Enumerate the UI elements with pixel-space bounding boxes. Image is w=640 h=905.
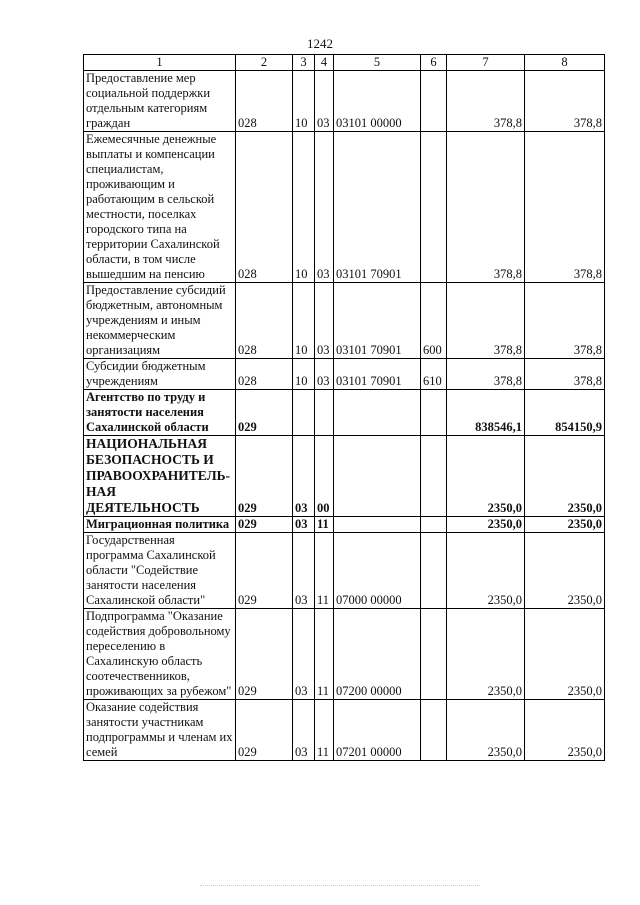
cell-expense-type [421, 609, 447, 700]
page-number: 1242 [307, 36, 333, 51]
cell-expense-type [421, 436, 447, 517]
cell-amount-year1: 838546,1 [447, 390, 525, 436]
cell-ministry: 029 [236, 390, 293, 436]
table-row [84, 517, 605, 533]
cell-amount-year1: 378,8 [447, 71, 525, 132]
column-header: 6 [421, 55, 447, 71]
table-row [84, 283, 605, 359]
cell-subsection: 00 [315, 436, 334, 517]
column-header: 5 [334, 55, 421, 71]
cell-target-article: 07200 00000 [334, 609, 421, 700]
row-name: Предоставление субсидий бюджетным, автономным учреждениям и иным некоммерческим организациям [84, 283, 236, 359]
cell-target-article: 03101 70901 [334, 283, 421, 359]
cell-ministry: 028 [236, 359, 293, 390]
cell-ministry: 029 [236, 609, 293, 700]
row-name: Субсидии бюджетным учреждениям [84, 359, 236, 390]
cell-amount-year2: 378,8 [525, 71, 605, 132]
cell-section: 03 [293, 436, 315, 517]
cell-section [293, 390, 315, 436]
cell-section: 03 [293, 517, 315, 533]
row-name: Агентство по труду и занятости населения Сахалинской области [84, 390, 236, 436]
cell-ministry: 029 [236, 436, 293, 517]
table-row [84, 71, 605, 132]
row-name: Подпрограмма "Оказание содействия добровольному переселению в Сахалинскую область соотечественников, проживающих за рубежом" [84, 609, 236, 700]
cell-ministry: 029 [236, 533, 293, 609]
cell-subsection: 03 [315, 283, 334, 359]
column-header: 3 [293, 55, 315, 71]
table-row [84, 132, 605, 283]
cell-amount-year1: 378,8 [447, 359, 525, 390]
budget-table [83, 54, 605, 761]
cell-section: 03 [293, 609, 315, 700]
cell-section: 03 [293, 533, 315, 609]
row-name: Предоставление мер социальной поддержки отдельным категориям граждан [84, 71, 236, 132]
cell-subsection: 11 [315, 700, 334, 761]
cell-expense-type [421, 132, 447, 283]
cell-section: 10 [293, 359, 315, 390]
cell-target-article: 03101 70901 [334, 359, 421, 390]
cell-amount-year2: 2350,0 [525, 700, 605, 761]
cell-amount-year1: 2350,0 [447, 700, 525, 761]
cell-expense-type: 600 [421, 283, 447, 359]
cell-target-article: 03101 00000 [334, 71, 421, 132]
column-header: 8 [525, 55, 605, 71]
cell-expense-type [421, 390, 447, 436]
table-row [84, 609, 605, 700]
column-header: 1 [84, 55, 236, 71]
table-row [84, 359, 605, 390]
cell-subsection: 11 [315, 533, 334, 609]
row-name: Миграционная политика [84, 517, 236, 533]
cell-target-article [334, 436, 421, 517]
cell-amount-year2: 378,8 [525, 132, 605, 283]
cell-amount-year1: 378,8 [447, 283, 525, 359]
column-header: 2 [236, 55, 293, 71]
cell-amount-year2: 2350,0 [525, 436, 605, 517]
cell-ministry: 028 [236, 132, 293, 283]
cell-amount-year2: 2350,0 [525, 609, 605, 700]
cell-amount-year1: 2350,0 [447, 609, 525, 700]
row-name: Ежемесячные денежные выплаты и компенсации специалистам, проживающим и работающим в сельской местности, поселках городского типа на территории Сахалинской области, в том числе вышедшим на пенсию [84, 132, 236, 283]
table-row [84, 700, 605, 761]
cell-target-article [334, 390, 421, 436]
cell-subsection [315, 390, 334, 436]
cell-target-article [334, 517, 421, 533]
cell-subsection: 03 [315, 71, 334, 132]
row-name: Государственная программа Сахалинской области "Содействие занятости населения Сахалинской области" [84, 533, 236, 609]
table-row [84, 390, 605, 436]
cell-ministry: 028 [236, 283, 293, 359]
cell-subsection: 03 [315, 132, 334, 283]
cell-amount-year1: 2350,0 [447, 517, 525, 533]
scan-noise [200, 885, 480, 890]
cell-target-article: 03101 70901 [334, 132, 421, 283]
cell-subsection: 11 [315, 517, 334, 533]
table-row [84, 436, 605, 517]
cell-section: 10 [293, 283, 315, 359]
cell-subsection: 11 [315, 609, 334, 700]
cell-subsection: 03 [315, 359, 334, 390]
cell-ministry: 028 [236, 71, 293, 132]
cell-section: 10 [293, 71, 315, 132]
cell-expense-type: 610 [421, 359, 447, 390]
cell-amount-year1: 378,8 [447, 132, 525, 283]
cell-expense-type [421, 71, 447, 132]
table-row [84, 533, 605, 609]
row-name: Оказание содействия занятости участникам подпрограммы и членам их семей [84, 700, 236, 761]
cell-ministry: 029 [236, 517, 293, 533]
cell-amount-year2: 2350,0 [525, 533, 605, 609]
column-header: 4 [315, 55, 334, 71]
cell-amount-year2: 2350,0 [525, 517, 605, 533]
cell-amount-year2: 854150,9 [525, 390, 605, 436]
column-header: 7 [447, 55, 525, 71]
cell-amount-year2: 378,8 [525, 359, 605, 390]
cell-target-article: 07201 00000 [334, 700, 421, 761]
cell-amount-year1: 2350,0 [447, 533, 525, 609]
cell-amount-year2: 378,8 [525, 283, 605, 359]
cell-section: 10 [293, 132, 315, 283]
cell-amount-year1: 2350,0 [447, 436, 525, 517]
table-header-row [84, 55, 605, 71]
cell-target-article: 07000 00000 [334, 533, 421, 609]
row-name: НАЦИОНАЛЬНАЯ БЕЗОПАСНОСТЬ И ПРАВООХРАНИТЕЛЬ-НАЯ ДЕЯТЕЛЬНОСТЬ [84, 436, 236, 517]
cell-expense-type [421, 533, 447, 609]
cell-ministry: 029 [236, 700, 293, 761]
cell-section: 03 [293, 700, 315, 761]
cell-expense-type [421, 517, 447, 533]
cell-expense-type [421, 700, 447, 761]
